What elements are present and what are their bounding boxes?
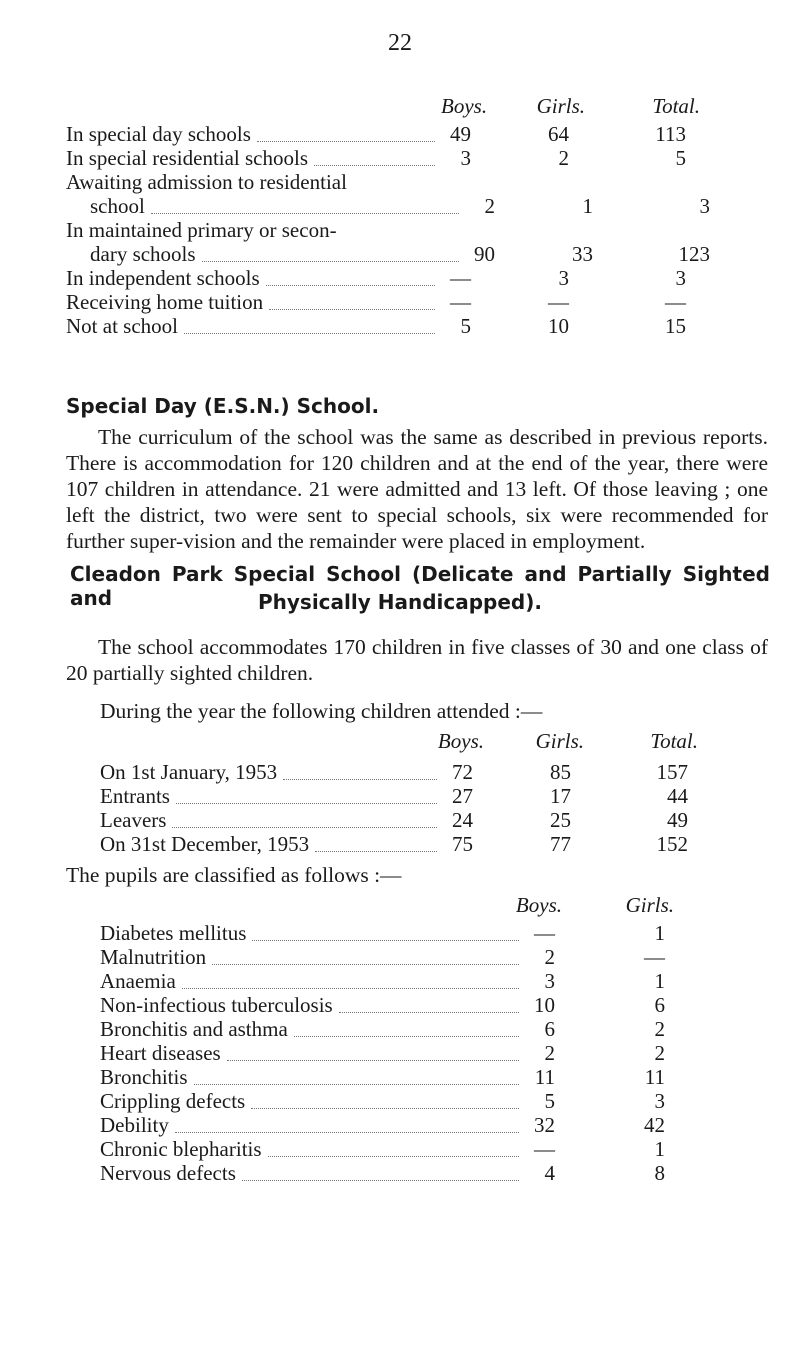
- cell-boys: 3: [544, 969, 555, 993]
- cell-boys: 2: [484, 194, 495, 218]
- table-row: [100, 1114, 770, 1138]
- cell-boys: 3: [460, 146, 471, 170]
- row-label-line1: Awaiting admission to residential: [66, 170, 347, 194]
- cell-boys: 32: [534, 1113, 555, 1137]
- cell-girls: 42: [644, 1113, 665, 1137]
- cell-girls: 1: [582, 194, 593, 218]
- table-row: [66, 243, 766, 267]
- row-label: Crippling defects: [100, 1089, 246, 1113]
- row-label: Non-infectious tuberculosis: [100, 993, 333, 1017]
- table-header: [100, 730, 770, 754]
- cell-boys: 5: [544, 1089, 555, 1113]
- row-label: Nervous defects: [100, 1161, 236, 1185]
- table-row: [100, 785, 770, 809]
- header-boys: Boys.: [441, 94, 488, 118]
- table-row: [100, 809, 770, 833]
- cell-girls: 17: [550, 784, 571, 808]
- cell-boys: —: [450, 266, 471, 290]
- cell-boys: 10: [534, 993, 555, 1017]
- header-girls: Girls.: [625, 893, 674, 917]
- cell-total: 5: [675, 146, 686, 170]
- row-label-line1: In maintained primary or secon-: [66, 218, 337, 242]
- cell-girls: —: [548, 290, 569, 314]
- cell-girls: 64: [548, 122, 569, 146]
- table-row: [66, 147, 766, 171]
- row-label: Diabetes mellitus: [100, 921, 247, 945]
- attended-intro: During the year the following children attended :—: [100, 699, 543, 723]
- cell-girls: 1: [654, 921, 665, 945]
- cell-boys: 27: [452, 784, 473, 808]
- page-number: 22: [388, 30, 412, 56]
- cell-boys: 72: [452, 760, 473, 784]
- cell-boys: 6: [544, 1017, 555, 1041]
- row-label: In special day schools: [66, 122, 251, 146]
- cell-girls: 1: [654, 969, 665, 993]
- cell-girls: —: [644, 945, 665, 969]
- cell-boys: 2: [544, 1041, 555, 1065]
- cell-total: 15: [665, 314, 686, 338]
- cell-girls: 1: [654, 1137, 665, 1161]
- cell-girls: 2: [654, 1017, 665, 1041]
- cell-girls: 33: [572, 242, 593, 266]
- row-label: Bronchitis: [100, 1065, 188, 1089]
- cell-boys: 4: [544, 1161, 555, 1185]
- cell-boys: —: [534, 1137, 555, 1161]
- cell-total: 49: [667, 808, 688, 832]
- row-label: On 31st December, 1953: [100, 832, 310, 856]
- header-boys: Boys.: [437, 729, 484, 753]
- cell-girls: 10: [548, 314, 569, 338]
- table-row: [100, 761, 770, 785]
- cell-total: —: [665, 290, 686, 314]
- table-row: [66, 267, 766, 291]
- cell-girls: 6: [654, 993, 665, 1017]
- cell-boys: 2: [544, 945, 555, 969]
- table-row: [100, 946, 770, 970]
- cell-total: 3: [675, 266, 686, 290]
- table-row: [100, 1090, 770, 1114]
- table-row: [100, 1018, 770, 1042]
- attendance-table: [100, 730, 770, 857]
- cell-girls: 3: [654, 1089, 665, 1113]
- cell-girls: 85: [550, 760, 571, 784]
- cell-total: 123: [678, 242, 710, 266]
- cell-total: 113: [655, 122, 686, 146]
- header-girls: Girls.: [536, 94, 585, 118]
- classification-table: [100, 894, 770, 1186]
- cell-total: 157: [656, 760, 688, 784]
- row-label: On 1st January, 1953: [100, 760, 278, 784]
- row-label: Leavers: [100, 808, 167, 832]
- special-day-paragraph: The curriculum of the school was the same as described in previous reports. There is accommodation for 120 children and at the end of the year, there were 107 children in attendance. 21 were admitted and 13 left. Of those leaving ; one left the district, two were sent to special schools, six were recommended for further super-vision and the remainder were placed in employment.: [66, 425, 768, 553]
- cell-boys: 75: [452, 832, 473, 856]
- table-row: [100, 1042, 770, 1066]
- cleadon-paragraph: The school accommodates 170 children in five classes of 30 and one class of 20 partially sighted children.: [66, 635, 768, 685]
- table-row: [100, 1162, 770, 1186]
- cell-girls: 2: [654, 1041, 665, 1065]
- cell-total: 152: [656, 832, 688, 856]
- cell-girls: 2: [558, 146, 569, 170]
- row-label: dary schools: [90, 242, 196, 266]
- cell-boys: 49: [450, 122, 471, 146]
- cell-boys: 5: [460, 314, 471, 338]
- row-label: Bronchitis and asthma: [100, 1017, 288, 1041]
- row-label: Chronic blepharitis: [100, 1137, 262, 1161]
- cell-girls: 8: [654, 1161, 665, 1185]
- cleadon-heading-line2: Physically Handicapped).: [257, 590, 542, 614]
- table-header: [66, 95, 766, 119]
- table-row: [100, 994, 770, 1018]
- cell-boys: —: [534, 921, 555, 945]
- table-row: [100, 1138, 770, 1162]
- cell-boys: 90: [474, 242, 495, 266]
- cell-girls: 25: [550, 808, 571, 832]
- row-label: school: [90, 194, 145, 218]
- row-label: Receiving home tuition: [66, 290, 264, 314]
- header-girls: Girls.: [535, 729, 584, 753]
- table-row: [66, 291, 766, 315]
- table-header: [100, 894, 770, 918]
- row-label: Anaemia: [100, 969, 176, 993]
- cleadon-heading-line1: Cleadon Park Special School (Delicate and Partially Sighted and: [70, 562, 770, 610]
- header-total: Total.: [652, 94, 700, 118]
- row-label: Not at school: [66, 314, 178, 338]
- cell-boys: —: [450, 290, 471, 314]
- table-row: [66, 315, 766, 339]
- table-row: [100, 833, 770, 857]
- cell-girls: 77: [550, 832, 571, 856]
- table-row: [100, 922, 770, 946]
- placement-table: [66, 95, 766, 339]
- cell-girls: 3: [558, 266, 569, 290]
- header-total: Total.: [650, 729, 698, 753]
- cell-total: 44: [667, 784, 688, 808]
- special-day-heading: Special Day (E.S.N.) School.: [66, 394, 380, 418]
- header-boys: Boys.: [515, 893, 562, 917]
- row-label: In special residential schools: [66, 146, 309, 170]
- row-label: In independent schools: [66, 266, 260, 290]
- table-row: [66, 195, 766, 219]
- cell-boys: 24: [452, 808, 473, 832]
- table-row: [100, 970, 770, 994]
- cell-total: 3: [699, 194, 710, 218]
- row-label: Entrants: [100, 784, 170, 808]
- row-label: Malnutrition: [100, 945, 207, 969]
- table-row: [66, 123, 766, 147]
- table-row: [100, 1066, 770, 1090]
- row-label: Debility: [100, 1113, 169, 1137]
- cell-girls: 11: [644, 1065, 665, 1089]
- classified-intro: The pupils are classified as follows :—: [66, 863, 402, 887]
- row-label: Heart diseases: [100, 1041, 221, 1065]
- cell-boys: 11: [534, 1065, 555, 1089]
